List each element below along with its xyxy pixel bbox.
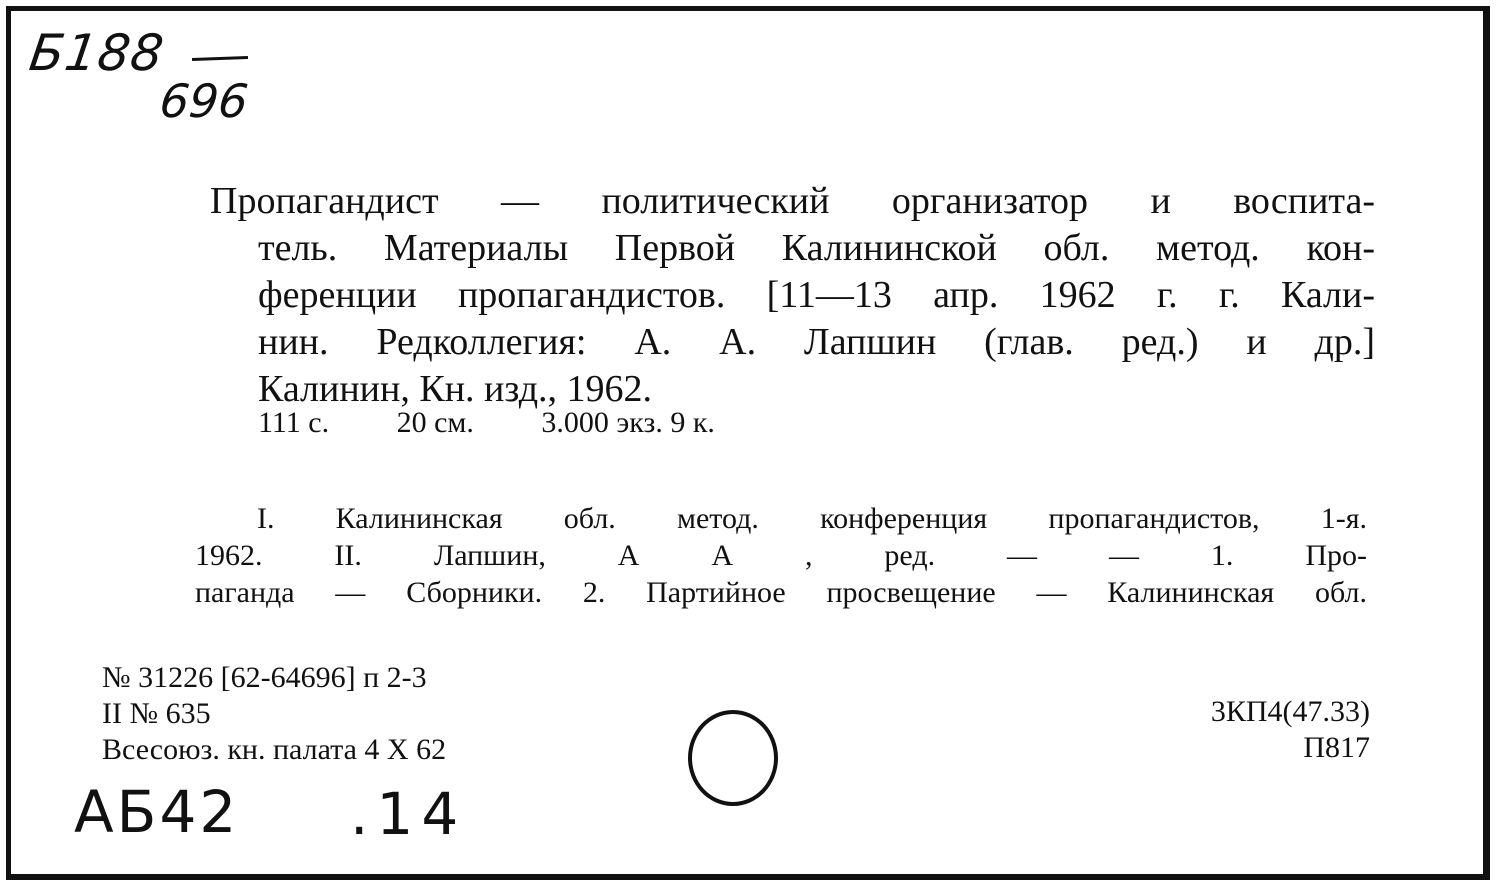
classification	[1211, 694, 1370, 766]
classification-index: 3КП4(47.33)	[1210, 695, 1370, 728]
size: 20 см.	[396, 406, 474, 439]
registration-info	[102, 660, 446, 768]
bibliographic-description	[210, 178, 1375, 413]
entry-line: тель. Материалы Первой Калининской обл. метод. кон-	[258, 227, 1375, 269]
subject-line: I. Калининская обл. метод. конференция пропагандистов, 1-я.	[257, 502, 1367, 535]
physical-description	[258, 406, 775, 440]
subject-line: 1962. II. Лапшин, А А , ред. — — 1. Про-	[195, 539, 1367, 572]
card-punch-hole	[688, 710, 778, 806]
registration-number: № 31226 [62-64696] п 2-3	[102, 661, 427, 694]
handwritten-inventory-code: АБ42	[74, 778, 240, 846]
handwritten-inventory-number: .14	[350, 780, 467, 848]
subject-headings	[195, 500, 1367, 611]
entry-line: Пропагандист — политический организатор и воспита-	[210, 180, 1375, 222]
handwritten-shelf-code: Б188	[25, 24, 168, 82]
chamber-date: Всесоюз. кн. палата 4 X 62	[102, 733, 447, 766]
entry-line: нин. Редколлегия: А. А. Лапшин (глав. ред.) и др.]	[258, 321, 1375, 363]
series-number: II № 635	[102, 697, 211, 730]
handwritten-shelf-number: 696	[157, 74, 251, 128]
entry-line: Калинин, Кн. изд., 1962.	[258, 368, 653, 410]
copies-price: 3.000 экз. 9 к.	[541, 406, 715, 439]
subject-line: паганда — Сборники. 2. Партийное просвещение — Калининская обл.	[195, 576, 1367, 609]
entry-line: ференции пропагандистов. [11—13 апр. 1962 г. г. Кали-	[258, 274, 1375, 316]
author-mark: П817	[1303, 731, 1370, 764]
pages: 111 с.	[258, 406, 330, 439]
